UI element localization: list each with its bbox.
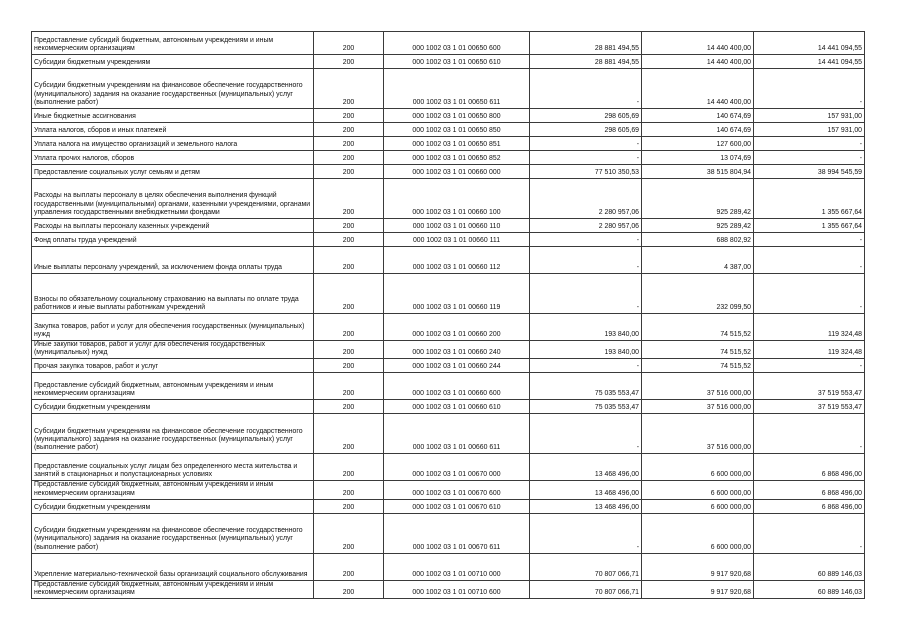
row-code: 200 xyxy=(314,359,384,373)
row-executed: 6 600 000,00 xyxy=(642,513,754,553)
row-kbk: 000 1002 03 1 01 00710 600 xyxy=(384,580,530,598)
row-unexecuted: 157 931,00 xyxy=(754,123,865,137)
row-kbk: 000 1002 03 1 01 00670 610 xyxy=(384,499,530,513)
row-executed: 37 516 000,00 xyxy=(642,414,754,454)
row-executed: 925 289,42 xyxy=(642,219,754,233)
row-unexecuted: 14 441 094,55 xyxy=(754,32,865,55)
row-executed: 74 515,52 xyxy=(642,341,754,359)
row-code: 200 xyxy=(314,373,384,400)
row-name: Субсидии бюджетным учреждениям xyxy=(32,400,314,414)
table-row xyxy=(32,481,865,499)
table-row xyxy=(32,137,865,151)
row-approved: 28 881 494,55 xyxy=(530,55,642,69)
row-approved: 298 605,69 xyxy=(530,109,642,123)
row-name: Предоставление социальных услуг семьям и детям xyxy=(32,165,314,179)
row-name: Уплата налогов, сборов и иных платежей xyxy=(32,123,314,137)
row-executed: 6 600 000,00 xyxy=(642,454,754,481)
row-unexecuted: - xyxy=(754,274,865,314)
row-executed: 4 387,00 xyxy=(642,247,754,274)
row-executed: 140 674,69 xyxy=(642,123,754,137)
row-executed: 9 917 920,68 xyxy=(642,553,754,580)
row-kbk: 000 1002 03 1 01 00660 611 xyxy=(384,414,530,454)
table-row xyxy=(32,580,865,598)
row-name: Укрепление материально-технической базы организаций социального обслуживания xyxy=(32,553,314,580)
table-row xyxy=(32,359,865,373)
row-approved: - xyxy=(530,137,642,151)
table-row xyxy=(32,314,865,341)
budget-table xyxy=(31,31,865,599)
row-executed: 74 515,52 xyxy=(642,314,754,341)
row-approved: - xyxy=(530,274,642,314)
row-executed: 140 674,69 xyxy=(642,109,754,123)
row-executed: 38 515 804,94 xyxy=(642,165,754,179)
row-unexecuted: 60 889 146,03 xyxy=(754,580,865,598)
row-unexecuted: 38 994 545,59 xyxy=(754,165,865,179)
row-name: Уплата налога на имущество организаций и земельного налога xyxy=(32,137,314,151)
row-name: Иные закупки товаров, работ и услуг для обеспечения государственных (муниципальных) нужд xyxy=(32,341,314,359)
row-kbk: 000 1002 03 1 01 00650 850 xyxy=(384,123,530,137)
row-approved: - xyxy=(530,151,642,165)
table-row xyxy=(32,553,865,580)
row-executed: 74 515,52 xyxy=(642,359,754,373)
row-name: Иные выплаты персоналу учреждений, за исключением фонда оплаты труда xyxy=(32,247,314,274)
row-unexecuted: - xyxy=(754,69,865,109)
table-row xyxy=(32,513,865,553)
row-code: 200 xyxy=(314,553,384,580)
row-name: Расходы на выплаты персоналу казенных учреждений xyxy=(32,219,314,233)
row-kbk: 000 1002 03 1 01 00660 000 xyxy=(384,165,530,179)
row-executed: 688 802,92 xyxy=(642,233,754,247)
row-approved: 28 881 494,55 xyxy=(530,32,642,55)
table-row xyxy=(32,414,865,454)
row-kbk: 000 1002 03 1 01 00670 611 xyxy=(384,513,530,553)
table-row xyxy=(32,341,865,359)
row-approved: 75 035 553,47 xyxy=(530,373,642,400)
row-name: Прочая закупка товаров, работ и услуг xyxy=(32,359,314,373)
row-approved: - xyxy=(530,247,642,274)
row-unexecuted: - xyxy=(754,359,865,373)
row-unexecuted: 37 519 553,47 xyxy=(754,400,865,414)
row-name: Уплата прочих налогов, сборов xyxy=(32,151,314,165)
row-approved: 2 280 957,06 xyxy=(530,179,642,219)
row-code: 200 xyxy=(314,151,384,165)
row-code: 200 xyxy=(314,400,384,414)
row-unexecuted: 6 868 496,00 xyxy=(754,499,865,513)
row-executed: 232 099,50 xyxy=(642,274,754,314)
row-unexecuted: - xyxy=(754,151,865,165)
row-code: 200 xyxy=(314,481,384,499)
row-kbk: 000 1002 03 1 01 00650 611 xyxy=(384,69,530,109)
row-name: Предоставление социальных услуг лицам без определенного места жительства и занятий в стационарных и полустационарных условиях xyxy=(32,454,314,481)
table-row xyxy=(32,179,865,219)
row-code: 200 xyxy=(314,55,384,69)
table-row xyxy=(32,165,865,179)
row-kbk: 000 1002 03 1 01 00650 800 xyxy=(384,109,530,123)
row-kbk: 000 1002 03 1 01 00650 852 xyxy=(384,151,530,165)
row-unexecuted: - xyxy=(754,513,865,553)
table-row xyxy=(32,247,865,274)
row-approved: 193 840,00 xyxy=(530,341,642,359)
row-unexecuted: - xyxy=(754,414,865,454)
row-code: 200 xyxy=(314,137,384,151)
row-executed: 14 440 400,00 xyxy=(642,55,754,69)
row-kbk: 000 1002 03 1 01 00650 610 xyxy=(384,55,530,69)
table-row xyxy=(32,55,865,69)
row-unexecuted: - xyxy=(754,233,865,247)
row-kbk: 000 1002 03 1 01 00650 851 xyxy=(384,137,530,151)
row-name: Расходы на выплаты персоналу в целях обеспечения выполнения функций государственными (муниципальными) органами, казенными учреждениями, органами управления государственными внебюджетными фондами xyxy=(32,179,314,219)
row-approved: 70 807 066,71 xyxy=(530,553,642,580)
budget-table-body xyxy=(32,32,865,599)
row-approved: - xyxy=(530,69,642,109)
row-executed: 6 600 000,00 xyxy=(642,481,754,499)
row-approved: - xyxy=(530,233,642,247)
row-code: 200 xyxy=(314,233,384,247)
row-approved: 2 280 957,06 xyxy=(530,219,642,233)
row-unexecuted: - xyxy=(754,137,865,151)
row-kbk: 000 1002 03 1 01 00710 000 xyxy=(384,553,530,580)
row-name: Субсидии бюджетным учреждениям на финансовое обеспечение государственного (муниципального) задания на оказание государственных (муниципальных) услуг (выполнение работ) xyxy=(32,69,314,109)
table-row xyxy=(32,454,865,481)
row-unexecuted: 37 519 553,47 xyxy=(754,373,865,400)
row-unexecuted: 157 931,00 xyxy=(754,109,865,123)
row-code: 200 xyxy=(314,69,384,109)
table-row xyxy=(32,109,865,123)
row-unexecuted: 6 868 496,00 xyxy=(754,481,865,499)
row-executed: 925 289,42 xyxy=(642,179,754,219)
row-approved: 193 840,00 xyxy=(530,314,642,341)
row-code: 200 xyxy=(314,219,384,233)
row-code: 200 xyxy=(314,414,384,454)
table-row xyxy=(32,219,865,233)
row-code: 200 xyxy=(314,314,384,341)
row-unexecuted: 119 324,48 xyxy=(754,314,865,341)
row-code: 200 xyxy=(314,247,384,274)
row-code: 200 xyxy=(314,123,384,137)
row-kbk: 000 1002 03 1 01 00660 200 xyxy=(384,314,530,341)
table-row xyxy=(32,233,865,247)
row-kbk: 000 1002 03 1 01 00660 112 xyxy=(384,247,530,274)
row-name: Фонд оплаты труда учреждений xyxy=(32,233,314,247)
row-code: 200 xyxy=(314,580,384,598)
row-code: 200 xyxy=(314,341,384,359)
row-kbk: 000 1002 03 1 01 00660 244 xyxy=(384,359,530,373)
row-approved: - xyxy=(530,359,642,373)
table-row xyxy=(32,373,865,400)
row-code: 200 xyxy=(314,454,384,481)
row-unexecuted: - xyxy=(754,247,865,274)
table-row xyxy=(32,151,865,165)
row-code: 200 xyxy=(314,165,384,179)
row-code: 200 xyxy=(314,513,384,553)
row-code: 200 xyxy=(314,109,384,123)
row-approved: 13 468 496,00 xyxy=(530,499,642,513)
row-approved: 13 468 496,00 xyxy=(530,481,642,499)
row-executed: 37 516 000,00 xyxy=(642,373,754,400)
row-code: 200 xyxy=(314,32,384,55)
row-unexecuted: 119 324,48 xyxy=(754,341,865,359)
table-row xyxy=(32,499,865,513)
table-row xyxy=(32,32,865,55)
row-kbk: 000 1002 03 1 01 00660 119 xyxy=(384,274,530,314)
table-row xyxy=(32,400,865,414)
row-kbk: 000 1002 03 1 01 00660 100 xyxy=(384,179,530,219)
row-executed: 37 516 000,00 xyxy=(642,400,754,414)
row-name: Закупка товаров, работ и услуг для обеспечения государственных (муниципальных) нужд xyxy=(32,314,314,341)
row-kbk: 000 1002 03 1 01 00650 600 xyxy=(384,32,530,55)
row-kbk: 000 1002 03 1 01 00670 000 xyxy=(384,454,530,481)
row-approved: 13 468 496,00 xyxy=(530,454,642,481)
row-name: Субсидии бюджетным учреждениям xyxy=(32,499,314,513)
row-kbk: 000 1002 03 1 01 00660 600 xyxy=(384,373,530,400)
row-name: Субсидии бюджетным учреждениям на финансовое обеспечение государственного (муниципального) задания на оказание государственных (муниципальных) услуг (выполнение работ) xyxy=(32,414,314,454)
row-approved: - xyxy=(530,513,642,553)
row-executed: 14 440 400,00 xyxy=(642,32,754,55)
row-unexecuted: 60 889 146,03 xyxy=(754,553,865,580)
row-approved: 298 605,69 xyxy=(530,123,642,137)
row-code: 200 xyxy=(314,179,384,219)
row-name: Предоставление субсидий бюджетным, автономным учреждениям и иным некоммерческим организациям xyxy=(32,580,314,598)
row-name: Субсидии бюджетным учреждениям xyxy=(32,55,314,69)
row-name: Иные бюджетные ассигнования xyxy=(32,109,314,123)
row-name: Взносы по обязательному социальному страхованию на выплаты по оплате труда работников и иные выплаты работникам учреждений xyxy=(32,274,314,314)
row-executed: 13 074,69 xyxy=(642,151,754,165)
table-row xyxy=(32,274,865,314)
row-name: Предоставление субсидий бюджетным, автономным учреждениям и иным некоммерческим организациям xyxy=(32,32,314,55)
table-row xyxy=(32,123,865,137)
row-name: Предоставление субсидий бюджетным, автономным учреждениям и иным некоммерческим организациям xyxy=(32,481,314,499)
row-kbk: 000 1002 03 1 01 00670 600 xyxy=(384,481,530,499)
row-kbk: 000 1002 03 1 01 00660 240 xyxy=(384,341,530,359)
row-executed: 6 600 000,00 xyxy=(642,499,754,513)
row-approved: 75 035 553,47 xyxy=(530,400,642,414)
row-kbk: 000 1002 03 1 01 00660 110 xyxy=(384,219,530,233)
row-unexecuted: 14 441 094,55 xyxy=(754,55,865,69)
row-unexecuted: 1 355 667,64 xyxy=(754,179,865,219)
row-name: Субсидии бюджетным учреждениям на финансовое обеспечение государственного (муниципального) задания на оказание государственных (муниципальных) услуг (выполнение работ) xyxy=(32,513,314,553)
row-approved: 70 807 066,71 xyxy=(530,580,642,598)
row-executed: 127 600,00 xyxy=(642,137,754,151)
row-approved: 77 510 350,53 xyxy=(530,165,642,179)
row-code: 200 xyxy=(314,274,384,314)
row-kbk: 000 1002 03 1 01 00660 610 xyxy=(384,400,530,414)
row-code: 200 xyxy=(314,499,384,513)
row-unexecuted: 6 868 496,00 xyxy=(754,454,865,481)
row-unexecuted: 1 355 667,64 xyxy=(754,219,865,233)
row-kbk: 000 1002 03 1 01 00660 111 xyxy=(384,233,530,247)
row-executed: 14 440 400,00 xyxy=(642,69,754,109)
table-row xyxy=(32,69,865,109)
row-approved: - xyxy=(530,414,642,454)
row-executed: 9 917 920,68 xyxy=(642,580,754,598)
row-name: Предоставление субсидий бюджетным, автономным учреждениям и иным некоммерческим организациям xyxy=(32,373,314,400)
